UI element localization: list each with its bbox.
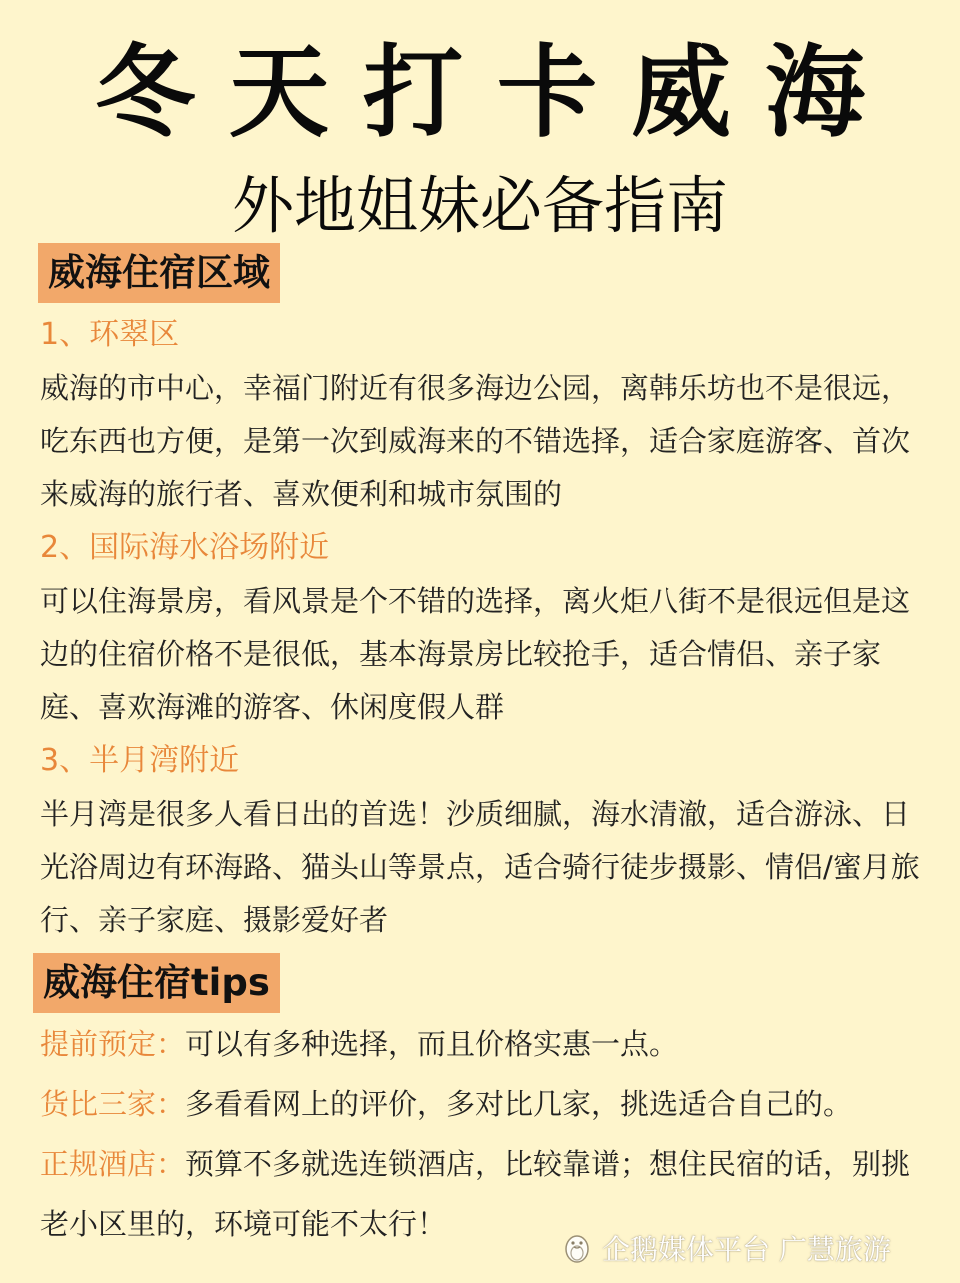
watermark bbox=[560, 1228, 891, 1268]
tip-label: 正规酒店： bbox=[40, 1147, 186, 1181]
area-description-half-moon-bay: 半月湾是很多人看日出的首选！沙质细腻，海水清澈，适合游泳、日光浴周边有环海路、猫头山等景点，适合骑行徒步摄影、情侣/蜜月旅行、亲子家庭、摄影爱好者 bbox=[40, 797, 920, 937]
page-title: 冬天打卡威海 bbox=[95, 34, 899, 151]
tip-label: 货比三家： bbox=[40, 1087, 186, 1121]
section-heading-tips: 威海住宿tips bbox=[33, 953, 280, 1013]
tip-item bbox=[40, 1074, 920, 1134]
area-title-half-moon-bay: 3、半月湾附近 bbox=[40, 743, 240, 778]
tip-text: 多看看网上的评价，多对比几家，挑选适合自己的。 bbox=[185, 1087, 853, 1121]
area-title-beach: 2、国际海水浴场附近 bbox=[40, 530, 330, 565]
tip-item bbox=[40, 1014, 920, 1074]
page-subtitle: 外地姐妹必备指南 bbox=[231, 169, 728, 242]
area-description-huancui: 威海的市中心，幸福门附近有很多海边公园，离韩乐坊也不是很远，吃东西也方便，是第一次到威海来的不错选择，适合家庭游客、首次来威海的旅行者、喜欢便利和城市氛围的 bbox=[40, 371, 911, 511]
penguin-icon bbox=[560, 1231, 594, 1265]
section-heading-lodging: 威海住宿区域 bbox=[38, 243, 280, 303]
tip-text: 预算不多就选连锁酒店，比较靠谱；想住民宿的话，别挑老小区里的，环境可能不太行！ bbox=[40, 1147, 911, 1241]
area-title-huancui: 1、环翠区 bbox=[40, 317, 180, 352]
watermark-text: 企鹅媒体平台 广慧旅游 bbox=[602, 1233, 891, 1266]
area-description-beach: 可以住海景房，看风景是个不错的选择，离火炬八街不是很远但是这边的住宿价格不是很低，基本海景房比较抢手，适合情侣、亲子家庭、喜欢海滩的游客、休闲度假人群 bbox=[40, 584, 911, 724]
tip-text: 可以有多种选择，而且价格实惠一点。 bbox=[185, 1027, 679, 1061]
tip-label: 提前预定： bbox=[40, 1027, 186, 1061]
